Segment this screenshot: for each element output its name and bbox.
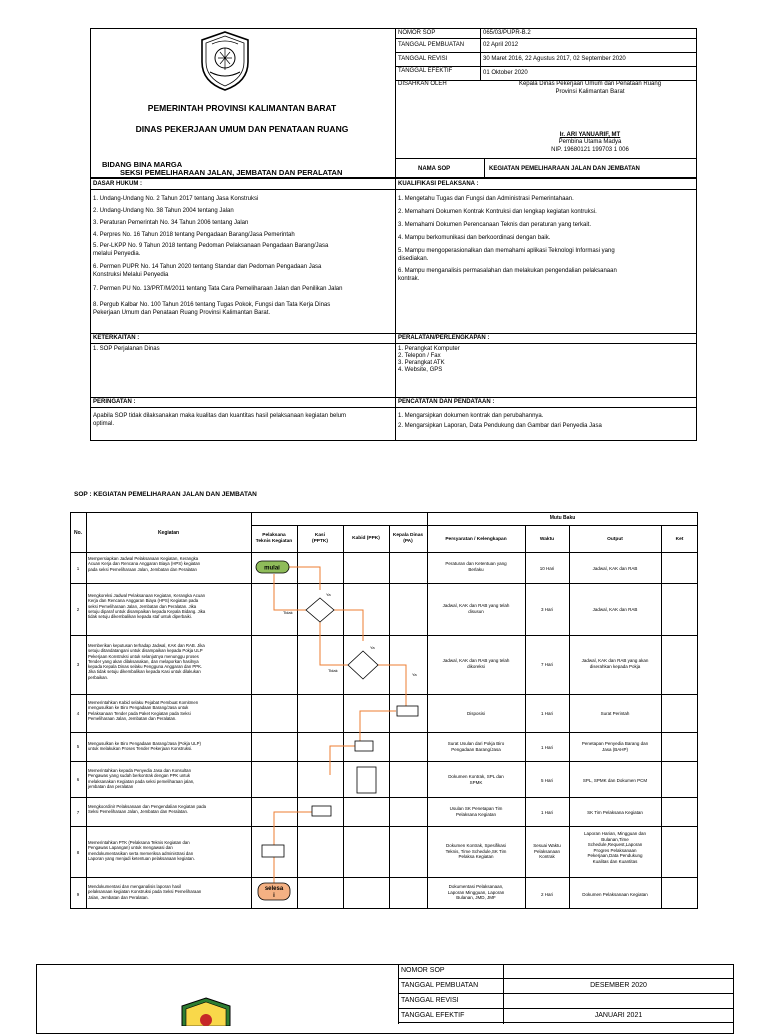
header-kadis: Kepala Dinas (PA) [392,533,424,544]
process-box-kabid [355,741,373,751]
row-waktu: 10 Hari [539,566,555,571]
keterkaitan-title: KETERKAITAN : [93,335,140,341]
second-tgl-efektif-label: TANGGAL EFEKTIF [401,1012,465,1019]
kualifikasi-title: KUALIFIKASI PELAKSANA : [398,181,479,187]
row-kegiatan: Memerintahkan PTK (Pelaksana Teknis Kegiatan dan Pengawas Lapangan) untuk mengawasi dan mendokumentasikan serta memeriksa administrasi dan Laporan yang menjadi ketentuan pelaksanaan kegiatan. [88,840,195,861]
row-kegiatan: Memerintahkan Kabid selaku Pejabat Pembuat Komitmen mengusulkan ke Biro Pengadaan Barang/Jasa untuk Pelaksanaan Tender pada Paket Kegiatan pada Seksi Pemeliharaan Jalan, Jembatan dan Peralatan. [88,700,199,721]
disahkan-jabatan: Kepala Dinas Pekerjaan Umum dan Penataan Ruang Provinsi Kalimantan Barat [518,81,662,95]
row-waktu: 5 Hari [540,778,553,783]
row-persyaratan: Jadwal, KAK dan RAB yang telah disusun [442,603,510,614]
header-kegiatan: Kegiatan [157,530,180,536]
second-tgl-pembuatan-label: TANGGAL PEMBUATAN [401,982,479,989]
row-waktu: Sesuai Waktu Pelaksanaan Kontrak [533,843,561,859]
header-ket: Ket [675,537,684,542]
tgl-efektif-value: 01 Oktober 2020 [483,70,528,76]
list-item: 2. Telepon / Fax [398,353,441,359]
nomor-sop-value: 065/03/PUPR-B.2 [483,30,531,36]
row-no: 2 [76,607,80,612]
second-row-line [398,1022,734,1023]
flow-yes-label: Ya [326,592,331,597]
second-tgl-pembuatan-value: DESEMBER 2020 [590,982,647,989]
row-waktu: 1 Hari [540,745,553,750]
row-output: SK Tim Pelaksana Kegiatan [587,810,643,815]
peralatan-title: PERALATAN/PERLENGKAPAN : [398,335,490,341]
header-waktu: Waktu [539,537,555,542]
row-no: 8 [76,850,80,855]
gov-title: PEMERINTAH PROVINSI KALIMANTAN BARAT [147,103,337,113]
row-output: Laporan Harian, Mingguan dan Bulanan,Time Schedule,Request,Laporan Progres Pelaksanaan Pekerjaan,Data Pendukung Kualitas dan Kuantitas [583,831,647,864]
row-persyaratan: Jadwal, KAK dan RAB yang telah dikoreksi [442,658,510,669]
flow-connectors [274,567,406,883]
flow-line [360,711,396,742]
dasar-hukum-title: DASAR HUKUM : [93,181,142,187]
row-waktu: 7 Hari [540,662,553,667]
row-kegiatan: Mempersiapkan Jadwal Pelaksanaan Kegiatan, Kerangka Acuan Kerja dan Rencana Anggaran Biaya (HPS) kegiatan pada seksi Pemeliharaan Jalan, Jembatan dan Peralatan [88,556,201,572]
row-waktu: 1 Hari [540,711,553,716]
list-item: 6. Permen PUPR No. 14 Tahun 2020 tentang Standar dan Pedoman Pengadaan Jasa Konstruksi Melalui Penyedia [93,264,322,278]
row-no: 1 [76,566,80,571]
row-persyaratan: Dokumen Kontrak, SPL dan SPMK [448,774,504,785]
list-item: 5. Mampu mengoperasionalkan dan memahami aplikasi Teknologi Informasi yang disediakan. [398,248,615,262]
flow-yes-label: Ya [370,645,375,650]
flow-line [332,610,363,641]
flow-line [320,622,350,665]
row-output: Dokumen Pelaksanaan Kegiatan [582,892,648,897]
list-item: 1. Undang-Undang No. 2 Tahun 2017 tentang Jasa Konstruksi [93,196,259,202]
header-pelaksana: Pelaksana Teknis Kegiatan [255,533,293,544]
flow-no-label: Tidak [283,610,293,615]
header-no: No. [73,530,83,536]
seksi-title: SEKSI PEMELIHARAAN JALAN, JEMBATAN DAN PERALATAN [120,168,343,177]
list-item: 3. Perangkat ATK [398,360,445,366]
bidang-title: BIDANG BINA MARGA [102,160,183,169]
row-persyaratan: Surat Usulan dari Pokja Biro Pengadaan Barang/Jasa [447,741,505,752]
row-persyaratan: Dokumentasi Pelaksanaan, Laporan Mingguan, Laporan Bulanan, JMD, JMF [447,884,505,900]
header-persyaratan: Persyaratan / Kelengkapan [445,537,507,542]
header-mutu-baku: Mutu Baku [549,515,576,521]
header-output: Output [607,537,623,542]
second-row-line [398,978,734,979]
tgl-pembuatan-label: TANGGAL PEMBUATAN [398,42,465,48]
row-output: Jadwal, KAK dan RAB [592,607,638,612]
list-item: 2. Memahami Dokumen Kontrak Kontruksi dan lengkap kegiatan kontruksi. [398,209,597,215]
second-tgl-efektif-value: JANUARI 2021 [594,1012,643,1019]
flow-yes-label: Ya [412,672,417,677]
decision-diamond-kasi [306,598,334,622]
kalbar-emblem-color-icon [178,996,234,1026]
second-row-line [398,1008,734,1009]
header-kabid: Kabid (PPK) [352,536,380,541]
nama-sop-label: NAMA SOP [418,166,451,172]
row-waktu: 3 Hari [540,607,553,612]
second-tgl-revisi-label: TANGGAL REVISI [401,997,459,1004]
disahkan-label: DISAHKAN OLEH [398,81,447,87]
row-kegiatan: Mengusulkan ke Biro Pengadaan Barang/Jasa (Pokja ULP) untuk melakukan Proses Tender Pekerjaan Konstruksi. [88,741,201,752]
row-output: Penetapan Penyedia Barang dan Jasa (BAHP) [581,741,649,752]
second-nomor-sop-label: NOMOR SOP [401,967,445,974]
header-kasi: Kasi (PPTK) [312,533,328,544]
row-persyaratan: Usulan SK Penetapan Tim Pelaksana Kegiatan [449,806,503,817]
selesai-label-line2: i [273,893,275,899]
list-item: 1. Mengetahu Tugas dan Fungsi dan Administrasi Pemerintahaan. [398,196,574,202]
flow-line [330,746,358,775]
peringatan-text: Apabila SOP tidak dilaksanakan maka kualitas dan kuantitas hasil pelaksanaan kegiatan belum optimal. [93,413,347,427]
list-item: 1. Perangkat Komputer [398,346,460,352]
process-box-kadis [397,706,418,716]
list-item: 1. Mengarsipkan dokumen kontrak dan perubahannya. [398,413,544,419]
tgl-revisi-value: 30 Maret 2016, 22 Agustus 2017, 02 September 2020 [483,56,626,62]
sop-table-title: SOP : KEGIATAN PEMELIHARAAN JALAN DAN JEMBATAN [74,491,257,498]
flow-line [274,812,318,845]
list-item: 2. Undang-Undang No. 38 Tahun 2004 tentang Jalan [93,208,234,214]
list-item: 4. Website, GPS [398,367,443,373]
list-item: 3. Peraturan Pemerintah No. 34 Tahun 2006 tentang Jalan [93,220,249,226]
row-no: 9 [76,892,80,897]
list-item: 6. Mampu menganalisis permasalahan dan melakukan pengendalian pelaksanaan kontrak. [398,268,617,282]
flow-line [376,665,406,706]
list-item: 7. Permen PU No. 13/PRT/M/2011 tentang Tata Cara Pemeliharaan Jalan dan Penilikan Jalan [93,286,343,292]
flow-line [274,574,308,610]
selesai-label-line1: selesa [264,886,284,892]
row-output: SPL, SPMK dan Dokumen PCM [582,778,648,783]
nomor-sop-label: NOMOR SOP [398,30,436,36]
row-no: 3 [76,662,80,667]
list-item: 3. Memahami Dokumen Perencanaan Teknis dan peraturan yang terkait. [398,222,591,228]
list-item: 4. Mampu berkomunikasi dan berkoordinasi dengan baik. [398,235,551,241]
row-kegiatan: Mengkoreksi Jadwal Pelaksanaan Kegiatan, Kerangka Acuan Kerja dan Rencana Anggaran Biaya (HPS) Kegiatan pada seksi Pemeliharaan Jalan, Jembatan dan Peralatan. Jika setuju diparaf untuk disampaikan kepada Kepala Bidang. Jika tidak setuju dikembalikan kepada staf untuk diperbaiki. [88,593,206,620]
row-output: Surat Perintah [600,711,630,716]
row-persyaratan: Dokumen Kontrak, Spesifikasi Teknis, Time Schedule,SK Tim Pelaksa Kegiatan [445,843,507,859]
tgl-revisi-label: TANGGAL REVISI [398,56,448,62]
row-output: Jadwal, KAK dan RAB yang akan diserahkan kepada Pokja [581,658,649,669]
pejabat-nip: NIP. 19680121 199703 1 006 [551,147,629,153]
pejabat-pangkat: Pembina Utama Madya [558,139,622,145]
row-no: 5 [76,744,80,749]
row-persyaratan: Disposisi [466,711,485,716]
nama-sop-value: KEGIATAN PEMELIHARAAN JALAN DAN JEMBATAN [489,166,640,172]
row-waktu: 1 Hari [540,810,553,815]
dept-title: DINAS PEKERJAAN UMUM DAN PENATAAN RUANG [135,124,349,134]
mulai-label: mulai [264,565,280,572]
row-output: Jadwal, KAK dan RAB [592,566,638,571]
row-no: 7 [76,810,80,815]
process-box-pelaksana [262,845,284,857]
flow-line [288,567,320,590]
tgl-efektif-label: TANGGAL EFEKTIF [398,68,453,74]
process-box-kabid-6 [357,767,376,793]
row-waktu: 2 Hari [540,892,553,897]
row-kegiatan: Memberikan keputusan terhadap Jadwal, KAK dan RAB. Jika setuju ditandatangani untuk disampaikan kepada Pokja ULP Pekerjaan Konstruksi untuk selanjutnya menunggu proses Tender yang akan dilaksanakan, dan melaporkan hasilnya kepada Kepala Dinas selaku Pengguna Anggaran dan PPK. Jika tidak setuju dikembalikan kepada Kasi untuk dilakukan perbaikan. [88,643,205,680]
process-box-kasi [312,806,331,816]
pejabat-nama: Ir. ARI YANUARIF, MT [559,132,621,138]
list-item: 8. Pergub Kalbar No. 100 Tahun 2016 tentang Tugas Pokok, Fungsi dan Tata Kerja Dinas Pekerjaan Umum dan Penataan Ruang Provinsi Kalimantan Barat. [93,302,331,316]
peringatan-title: PERINGATAN : [93,399,136,405]
list-item: 5. Per-LKPP No. 9 Tahun 2018 tentang Pedoman Pelaksanaan Pengadaan Barang/Jasa melalui Penyedia. [93,243,329,257]
list-item: 2. Mengarsipkan Laporan, Data Pendukung dan Gambar dari Penyedia Jasa [398,423,602,429]
pencatatan-title: PENCATATAN DAN PENDATAAN : [398,399,495,405]
row-no: 6 [76,777,80,782]
row-persyaratan: Peraturan dan Ketentuan yang Berlaku [445,561,507,572]
row-kegiatan: Mengkoordinir Pelaksanaan dan Pengendalian Kegiatan pada Seksi Pemeliharaan Jalan, Jembatan dan Peralatan. [88,804,207,815]
second-row-line [398,993,734,994]
second-header-divider [398,964,399,1024]
row-kegiatan: Memerintahkan kepada Penyedia Jasa dan Konsultan Pengawas yang sudah berkontrak dengan PPK untuk melaksanakan Kegiatan pada seksi pemeliharaan jalan, jembatan dan peralatan [88,768,195,789]
list-item: 4. Perpres No. 16 Tahun 2018 tentang Pengadaan Barang/Jasa Pemerintah [93,232,295,238]
tgl-pembuatan-value: 02 April 2012 [483,42,519,48]
row-kegiatan: Mendokumentasi dan menganalisis laporan hasil pelaksanaan kegiatan Konstruksi pada Seksi Pemeliharaan Jalan, Jembatan dan Peralatan. [88,884,202,900]
flow-no-label: Tidak [328,668,338,673]
decision-diamond-kabid [348,651,378,679]
row-no: 4 [76,711,80,716]
keterkaitan-item: 1. SOP Perjalanan Dinas [93,346,160,352]
